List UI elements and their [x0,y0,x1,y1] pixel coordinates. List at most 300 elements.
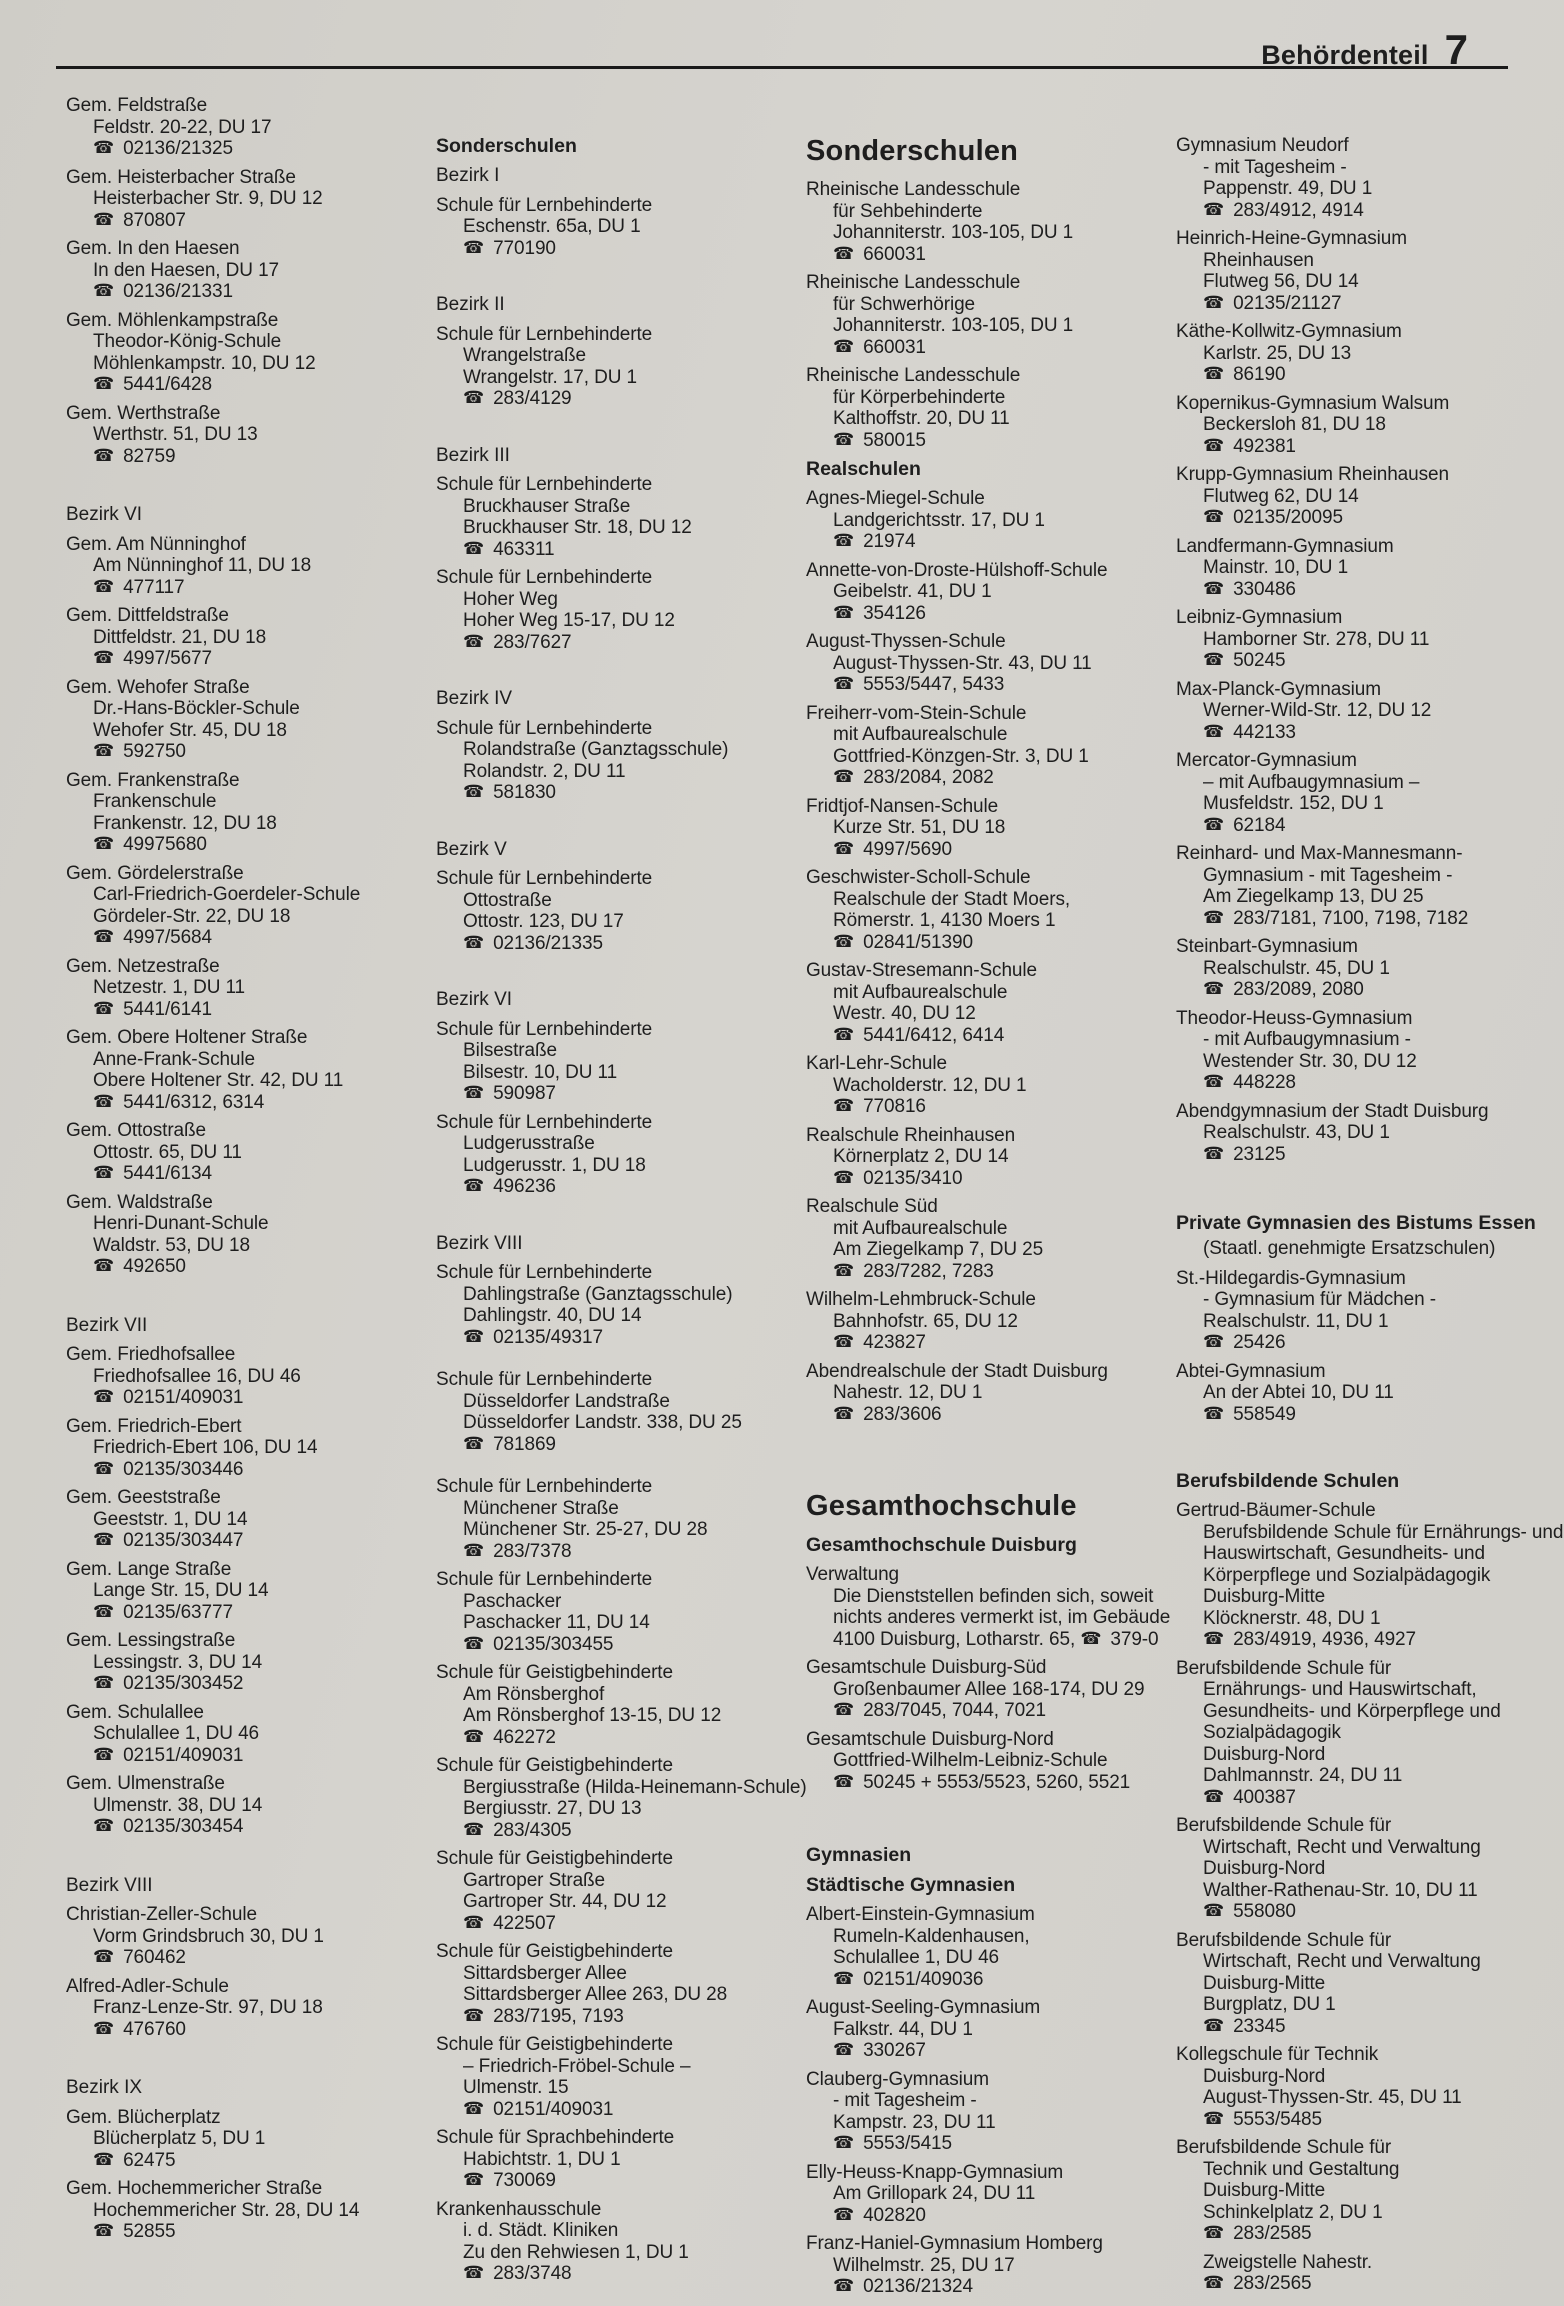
entry-text: Schule für Lernbehinderte [436,474,653,495]
entry-text: Bruckhauser Str. 18, DU 12 [463,517,692,538]
phone-number: 5441/6312, 6314 [123,1091,265,1113]
entry-text: Flutweg 62, DU 14 [1203,485,1359,507]
phone-icon: ☎ [463,237,485,257]
phone-number: 5441/6141 [123,998,212,1020]
phone-number: 283/7627 [493,631,572,653]
entry-phone-line [1176,979,1504,1001]
entry-text: Schule für Lernbehinderte [436,1569,653,1590]
entry-text: St.-Hildegardis-Gymnasium [1176,1267,1406,1289]
entry-name-line [1176,228,1504,250]
entry-phone-line [66,1602,394,1624]
entry-name-line [66,770,394,792]
entry-detail-line [66,1366,394,1388]
entry-text: Gem. Hochemmericher Straße [66,2178,323,2199]
phone-number: 580015 [863,429,926,451]
phone-icon: ☎ [833,931,855,951]
entry-phone-line [66,138,394,160]
entry-phone-line [436,2263,764,2285]
entry-detail-line [806,1585,1154,1608]
directory-entry [1176,2137,1504,2245]
phone-icon: ☎ [1203,2273,1225,2292]
phone-number: 86190 [1233,364,1286,385]
phone-number: 770816 [863,1096,926,1117]
entry-detail-line [436,739,764,761]
entry-text: Schule für Lernbehinderte [436,717,653,739]
column-3 [806,95,1171,2305]
section-heading: Sonderschulen [436,135,577,157]
directory-entry [66,238,394,303]
entry-phone-line [1176,1072,1504,1094]
phone-number: 330486 [1233,578,1296,600]
directory-entry [806,1904,1134,1990]
phone-icon: ☎ [463,782,485,801]
phone-icon: ☎ [463,1083,485,1102]
entry-detail-line [806,294,1134,316]
entry-detail-line [436,216,764,238]
entry-phone-line [66,281,394,303]
phone-icon: ☎ [1203,1403,1225,1423]
section-gap [436,1462,764,1476]
entry-name-line [436,567,764,589]
entry-detail-line [436,1412,764,1434]
entry-detail-line [806,724,1134,746]
directory-entry [436,2199,764,2285]
entry-text: Berufsbildende Schule für [1176,1815,1392,1836]
entry-detail-line [1176,1679,1504,1701]
directory-entry [806,365,1134,451]
entry-text: Gesamtschule Duisburg-Nord [806,1728,1054,1750]
phone-number: 402820 [863,2204,926,2226]
phone-icon: ☎ [1203,507,1225,526]
entry-detail-line [1176,2066,1504,2088]
phone-icon: ☎ [93,927,115,946]
entry-text: Bahnhofstr. 65, DU 12 [833,1310,1018,1332]
entry-detail-line [1176,2180,1504,2202]
phone-icon: ☎ [1080,1628,1102,1648]
entry-detail-line [806,581,1134,603]
entry-detail-line [806,910,1134,932]
directory-entry [436,1941,764,2027]
entry-phone-line [806,1628,1159,1651]
entry-phone-line [66,1256,394,1278]
entry-phone-line [1176,200,1504,222]
entry-name-line [66,1416,394,1438]
entry-detail-line [806,1926,1134,1948]
entry-text: Falkstr. 44, DU 1 [833,2018,973,2040]
phone-icon: ☎ [93,1458,115,1478]
directory-entry [806,1564,1171,1650]
directory-entry [806,631,1134,696]
entry-text: Ludgerusstr. 1, DU 18 [463,1154,646,1176]
entry-text: Franz-Haniel-Gymnasium Homberg [806,2233,1103,2254]
entry-detail-line [436,1305,764,1327]
entry-detail-line [1176,2087,1504,2109]
phone-number: 02135/303455 [493,1633,614,1655]
district-subheading: Bezirk VIII [436,1232,523,1254]
directory-entry [436,567,764,653]
entry-text: Rheinische Landesschule [806,272,1021,293]
entry-text: Wilhelm-Lehmbruck-Schule [806,1289,1036,1310]
entry-detail-line [66,555,394,577]
entry-text: Kopernikus-Gymnasium Walsum [1176,392,1450,414]
phone-icon: ☎ [1203,2015,1225,2035]
entry-text: Clauberg-Gymnasium [806,2068,989,2090]
entry-text: Bergiusstraße (Hilda-Heinemann-Schule) [463,1776,807,1798]
directory-entry [1176,1101,1504,1166]
entry-phone-line [1176,1404,1504,1426]
entry-detail-line [436,1798,764,1820]
entry-detail-line [806,1678,1145,1701]
entry-detail-line [436,496,764,518]
phone-icon: ☎ [463,1433,485,1453]
district-subheading: Bezirk VIII [66,1874,153,1896]
entry-detail-line [806,2019,1134,2041]
phone-number: 770190 [493,237,556,259]
phone-number: 02841/51390 [863,931,973,953]
entry-detail-line [806,2112,1134,2134]
entry-detail-line [1176,1543,1504,1565]
phone-number: 02151/409031 [123,1387,244,1408]
entry-text: - mit Tagesheim - [833,2090,977,2111]
entry-name-line [806,2162,1134,2184]
phone-number: 423827 [863,1332,926,1353]
phone-number: 82759 [123,445,176,467]
phone-number: 442133 [1233,721,1296,743]
entry-detail-line [66,884,394,906]
entry-text: Landfermann-Gymnasium [1176,535,1394,557]
entry-name-line [66,310,394,332]
entry-phone-line [66,210,394,232]
phone-icon: ☎ [833,767,855,786]
entry-phone-line [806,1969,1134,1991]
entry-text: Landgerichtsstr. 17, DU 1 [833,509,1045,531]
phone-number: 590987 [493,1083,556,1104]
phone-number: 02136/21331 [123,281,233,302]
phone-icon: ☎ [463,932,485,952]
entry-text: Mercator-Gymnasium [1176,750,1357,771]
entry-phone-line [66,1387,394,1409]
district-subheading: Bezirk III [436,444,510,466]
entry-text: Gymnasium - mit Tagesheim - [1203,864,1453,886]
entry-name-line [436,2199,764,2221]
entry-detail-line [66,1213,394,1235]
directory-entry [66,1773,394,1838]
entry-detail-line [1176,865,1504,887]
phone-icon: ☎ [833,2133,855,2152]
section-gap [66,1285,394,1315]
phone-icon: ☎ [463,538,485,558]
entry-detail-line [806,222,1134,244]
entry-name-line [806,1657,1134,1679]
entry-text: Bergiusstr. 27, DU 13 [463,1798,642,1819]
directory-entry [806,1196,1134,1282]
entry-name-line [806,1361,1134,1383]
phone-number: 422507 [493,1912,556,1934]
entry-name-line [66,95,394,117]
entry-text: Gem. Schulallee [66,1701,204,1723]
entry-detail-line [806,1382,1134,1404]
entry-text: Realschulstr. 43, DU 1 [1203,1122,1390,1143]
entry-text: Christian-Zeller-Schule [66,1904,257,1925]
entry-text: Geeststr. 1, DU 14 [93,1508,248,1530]
entry-phone-line [66,374,394,396]
entry-phone-line [1176,2016,1504,2038]
directory-entry [66,2178,394,2243]
entry-phone-line [436,1327,764,1349]
entry-name-line [66,1773,394,1795]
entry-name-line [806,1053,1134,1075]
entry-detail-line [1176,958,1504,980]
entry-detail-line [436,1498,764,1520]
entry-detail-line [66,424,394,446]
entry-name-line [436,1848,764,1870]
entry-text: Am Rönsberghof 13-15, DU 12 [463,1705,722,1726]
entry-detail-line [806,889,1134,911]
entry-phone-line [436,1083,764,1105]
directory-entry [66,95,394,160]
entry-detail-line [1176,1311,1504,1333]
entry-text: Kampstr. 23, DU 11 [833,2111,996,2133]
phone-number: 283/2089, 2080 [1233,979,1364,1000]
directory-entry [806,488,1134,553]
entry-text: Realschulstr. 11, DU 1 [1203,1310,1389,1332]
entry-phone-line [436,388,764,410]
entry-text: Am Nünninghof 11, DU 18 [93,555,312,576]
entry-detail-line [436,2149,764,2171]
entry-text: Gem. Netzestraße [66,955,220,977]
directory-entry [806,560,1134,625]
entry-text: Ulmenstr. 15 [463,2077,569,2098]
entry-detail-line [66,1235,394,1257]
phone-icon: ☎ [833,1260,855,1280]
phone-number: 283/4912, 4914 [1233,199,1364,221]
entry-text: Ernährungs- und Hauswirtschaft, [1203,1679,1477,1700]
directory-entry [66,605,394,670]
phone-icon: ☎ [93,2018,115,2038]
entry-text: Dr.-Hans-Böckler-Schule [93,698,300,719]
entry-detail-line [806,1311,1134,1333]
entry-phone-line [1176,722,1504,744]
entry-detail-line [436,1519,764,1541]
entry-text: Paschacker [463,1590,562,1612]
phone-number: 592750 [123,741,186,762]
section-gap [436,660,764,688]
directory-entry [436,1476,764,1562]
directory-entry [66,1702,394,1767]
phone-number: 283/7195, 7193 [493,2005,624,2027]
entry-phone-line [1176,364,1504,386]
entry-text: Gertrud-Bäumer-Schule [1176,1500,1376,1521]
entry-text: Schule für Lernbehinderte [436,1369,653,1390]
entry-phone-line [436,1434,764,1456]
entry-detail-line [1176,2202,1504,2224]
section-gap [436,1205,764,1233]
entry-text: Karlstr. 25, DU 13 [1203,342,1352,364]
entry-name-line [66,1559,394,1581]
entry-phone-line [66,2221,394,2243]
entry-text: August-Thyssen-Str. 45, DU 11 [1203,2087,1462,2108]
entry-text: Dahlingstr. 40, DU 14 [463,1305,642,1326]
entry-name-line [436,195,764,217]
entry-text: - mit Tagesheim - [1203,156,1347,178]
entry-name-line [806,867,1134,889]
section-gap [1176,1432,1504,1470]
entry-text: Wirtschaft, Recht und Verwaltung [1203,1951,1481,1972]
phone-number: 379-0 [1110,1628,1159,1650]
entry-text: Wacholderstr. 12, DU 1 [833,1074,1027,1096]
entry-name-line [806,365,1134,387]
directory-entry [436,1369,764,1455]
entry-name-line [806,631,1134,653]
phone-icon: ☎ [93,1673,115,1692]
entry-phone-line [806,1168,1134,1190]
entry-detail-line [436,2242,764,2264]
entry-name-line [1176,321,1504,343]
entry-text: nichts anderes vermerkt ist, im Gebäude [833,1607,1171,1628]
entry-detail-line [66,906,394,928]
entry-text: Gem. Dittfeldstraße [66,605,229,626]
phone-icon: ☎ [93,374,115,393]
entry-text: - mit Aufbaugymnasium - [1203,1029,1411,1050]
entry-text: Gördeler-Str. 22, DU 18 [93,905,291,927]
phone-icon: ☎ [93,1256,115,1275]
entry-text: Gem. Heisterbacher Straße [66,166,296,188]
entry-detail-line [66,1437,394,1459]
district-subheading: Bezirk VII [66,1314,148,1336]
page-title: Behördenteil [1261,40,1429,70]
entry-text: Abendgymnasium der Stadt Duisburg [1176,1100,1489,1122]
entry-text: Gem. In den Haesen [66,238,240,259]
entry-text: Schinkelplatz 2, DU 1 [1203,2201,1383,2223]
entry-detail-line [1176,1608,1504,1630]
entry-text: Realschulstr. 45, DU 1 [1203,957,1390,979]
phone-number: 283/2084, 2082 [863,767,994,788]
directory-entry [806,1289,1134,1354]
entry-detail-line [66,2128,394,2150]
phone-number: 283/4305 [493,1819,572,1841]
phone-number: 02135/63777 [123,1601,233,1623]
phone-number: 660031 [863,243,926,265]
entry-text: Gem. Ulmenstraße [66,1773,225,1794]
entry-name-line [66,2178,394,2200]
entry-phone-line [1176,2223,1504,2245]
entry-name-line [66,1630,394,1652]
entry-text: Henri-Dunant-Schule [93,1213,269,1234]
phone-icon: ☎ [463,388,485,407]
phone-icon: ☎ [93,998,115,1018]
entry-text: Albert-Einstein-Gymnasium [806,1904,1035,1925]
entry-text: Paschacker 11, DU 14 [463,1612,650,1633]
phone-number: 02136/21335 [493,932,603,954]
phone-icon: ☎ [93,1947,115,1966]
phone-number: 5441/6412, 6414 [863,1024,1005,1046]
district-subheading: Bezirk II [436,294,505,315]
entry-name-line [436,1019,764,1041]
entry-name-line [1176,2044,1504,2066]
entry-text: Bilsestr. 10, DU 11 [463,1061,618,1083]
entry-text: Frankenschule [93,791,217,812]
entry-detail-line [436,1984,764,2006]
phone-number: 283/7181, 7100, 7198, 7182 [1233,907,1469,929]
entry-text: Gem. Gördelerstraße [66,862,244,884]
section-heading: Gesamthochschule Duisburg [806,1534,1077,1556]
entry-name-line [806,796,1134,818]
directory-entry [66,310,394,396]
entry-phone-line [66,1459,394,1481]
entry-text: Bruckhauser Straße [463,495,631,517]
entry-phone-line [1176,2109,1504,2131]
entry-name-line [1176,1268,1504,1290]
entry-text: Wrangelstr. 17, DU 1 [463,366,638,388]
district-subheading: Bezirk IV [436,688,513,709]
directory-entry [436,324,764,410]
entry-detail-line [806,510,1134,532]
entry-name-line [436,1112,764,1134]
entry-detail-line [1176,250,1504,272]
entry-detail-line [1176,1701,1504,1723]
entry-detail-line [436,761,764,783]
entry-text: Agnes-Miegel-Schule [806,488,985,509]
entry-text: Wirtschaft, Recht und Verwaltung [1203,1836,1481,1858]
entry-phone-line [1176,1901,1504,1923]
entry-text: Wehofer Str. 45, DU 18 [93,719,287,741]
entry-phone-line [806,674,1134,696]
entry-text: – Friedrich-Fröbel-Schule – [463,2055,691,2077]
phone-icon: ☎ [1203,1629,1225,1648]
entry-phone-line [1176,507,1504,529]
entry-detail-line [1176,557,1504,579]
district-subheading: Bezirk IX [66,2077,143,2098]
directory-entry [1176,1930,1504,2038]
column-2 [436,95,807,2305]
phone-number: 781869 [493,1433,556,1455]
directory-entry [66,1344,394,1409]
entry-detail-line [66,720,394,742]
entry-name-line [1176,536,1504,558]
directory-entry [1176,536,1504,601]
phone-icon: ☎ [833,2040,855,2059]
entry-name-line [66,956,394,978]
phone-icon: ☎ [1203,814,1225,834]
directory-entry [1176,750,1504,836]
directory-entry [806,1657,1145,1722]
entry-text: Ludgerusstraße [463,1133,595,1154]
entry-text: Sittardsberger Allee [463,1962,627,1984]
entry-name-line [806,1997,1134,2019]
entry-text: Gesundheits- und Körperpflege und [1203,1700,1501,1722]
entry-detail-line [1176,1765,1504,1787]
entry-text: Großenbaumer Allee 168-174, DU 29 [833,1678,1145,1700]
entry-name-line [66,167,394,189]
entry-detail-line [66,331,394,353]
directory-entry [436,1662,764,1748]
section-gap [436,417,764,445]
phone-number: 463311 [493,538,555,560]
phone-icon: ☎ [463,631,485,651]
entry-phone-line [436,2099,764,2121]
phone-icon: ☎ [93,281,115,300]
entry-phone-line [66,999,394,1021]
entry-text: Annette-von-Droste-Hülshoff-Schule [806,559,1108,581]
entry-detail-line [806,1750,1134,1772]
entry-text: Gem. Friedrich-Ebert [66,1415,242,1437]
entry-phone-line [66,1745,394,1767]
entry-detail-line [1176,886,1504,908]
entry-text: Berufsbildende Schule für [1176,2137,1392,2158]
phone-icon: ☎ [833,1700,855,1719]
entry-text: Eschenstr. 65a, DU 1 [463,216,641,237]
directory-entry [1176,1815,1504,1923]
